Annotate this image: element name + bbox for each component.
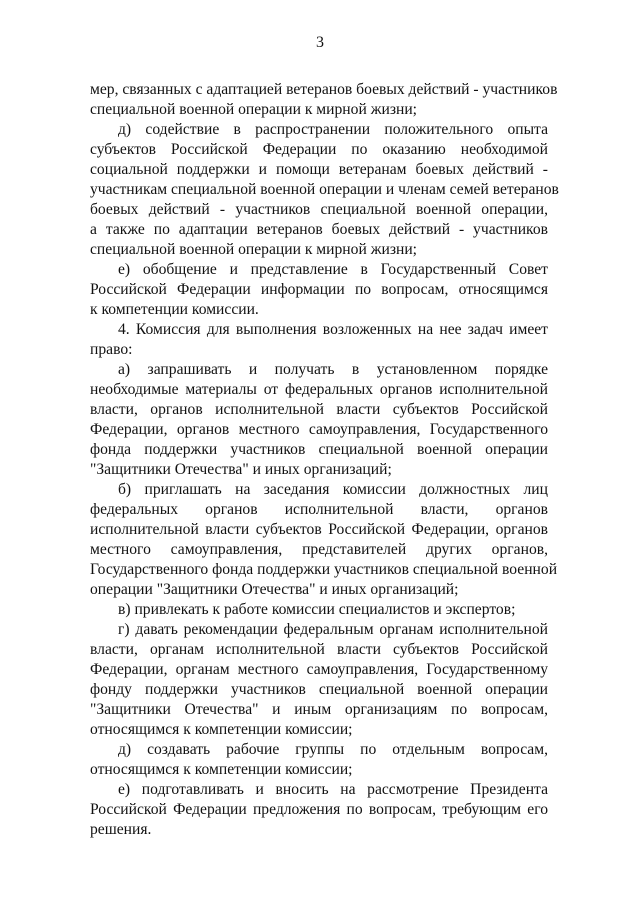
text-line: д) содействие в распространении положительного опыта	[118, 121, 548, 138]
text-line: относящимся к компетенции комиссии;	[90, 721, 353, 738]
text-line: специальной военной операции к мирной жизни;	[90, 241, 417, 258]
text-line: власти, органов исполнительной власти субъектов Российской	[90, 401, 548, 418]
text-line: участникам специальной военной операции и членам семей ветеранов	[90, 181, 559, 198]
text-line: необходимые материалы от федеральных органов исполнительной	[90, 381, 548, 398]
paragraph	[90, 480, 558, 600]
text-line: а) запрашивать и получать в установленном порядке	[118, 361, 548, 378]
text-line: в) привлекать к работе комиссии специалистов и экспертов;	[118, 601, 516, 618]
text-line: Федерации, органам местного самоуправления, Государственному	[90, 661, 548, 678]
paragraph	[90, 600, 548, 620]
paragraph	[90, 260, 548, 320]
text-line: "Защитники Отечества" и иным организациям по вопросам,	[90, 701, 548, 718]
text-line: б) приглашать на заседания комиссии должностных лиц	[118, 481, 548, 498]
paragraph	[90, 780, 548, 840]
text-line: специальной военной операции к мирной жизни;	[90, 101, 417, 118]
text-line: Государственного фонда поддержки участников специальной военной	[90, 561, 558, 578]
text-line: фонду поддержки участников специальной военной операции	[90, 681, 548, 698]
text-line: "Защитники Отечества" и иных организаций;	[90, 461, 392, 478]
text-line: е) обобщение и представление в Государственный Совет	[118, 261, 548, 278]
text-line: г) давать рекомендации федеральным органам исполнительной	[118, 621, 548, 638]
text-line: боевых действий - участников специальной военной операции,	[90, 201, 548, 218]
paragraph	[90, 740, 548, 780]
page-number: 3	[316, 34, 324, 51]
text-line: фонда поддержки участников специальной военной операции	[90, 441, 548, 458]
text-line: право:	[90, 341, 133, 358]
text-line: операции "Защитники Отечества" и иных организаций;	[90, 581, 459, 598]
paragraph	[90, 120, 559, 260]
text-line: относящимся к компетенции комиссии;	[90, 761, 353, 778]
text-line: мер, связанных с адаптацией ветеранов боевых действий - участников	[90, 81, 558, 98]
paragraph	[90, 360, 548, 480]
paragraph	[90, 320, 548, 360]
text-line: Российской Федерации информации по вопросам, относящимся	[90, 281, 548, 298]
text-line: а также по адаптации ветеранов боевых действий - участников	[90, 221, 548, 238]
text-line: Российской Федерации предложения по вопросам, требующим его	[90, 801, 548, 818]
text-line: субъектов Российской Федерации по оказанию необходимой	[90, 141, 548, 158]
text-line: исполнительной власти субъектов Российской Федерации, органов	[90, 521, 548, 538]
text-line: д) создавать рабочие группы по отдельным вопросам,	[118, 741, 548, 758]
document-body	[90, 80, 559, 840]
text-line: федеральных органов исполнительной власти, органов	[90, 501, 548, 518]
paragraph	[90, 80, 558, 120]
paragraph	[90, 620, 548, 740]
text-line: решения.	[90, 821, 152, 838]
text-line: социальной поддержки и помощи ветеранам боевых действий -	[90, 161, 548, 178]
text-line: 4. Комиссия для выполнения возложенных на нее задач имеет	[118, 321, 548, 338]
text-line: е) подготавливать и вносить на рассмотрение Президента	[118, 781, 548, 798]
text-line: местного самоуправления, представителей других органов,	[90, 541, 548, 558]
text-line: к компетенции комиссии.	[90, 301, 259, 318]
text-line: Федерации, органов местного самоуправления, Государственного	[90, 421, 548, 438]
text-line: власти, органам исполнительной власти субъектов Российской	[90, 641, 548, 658]
